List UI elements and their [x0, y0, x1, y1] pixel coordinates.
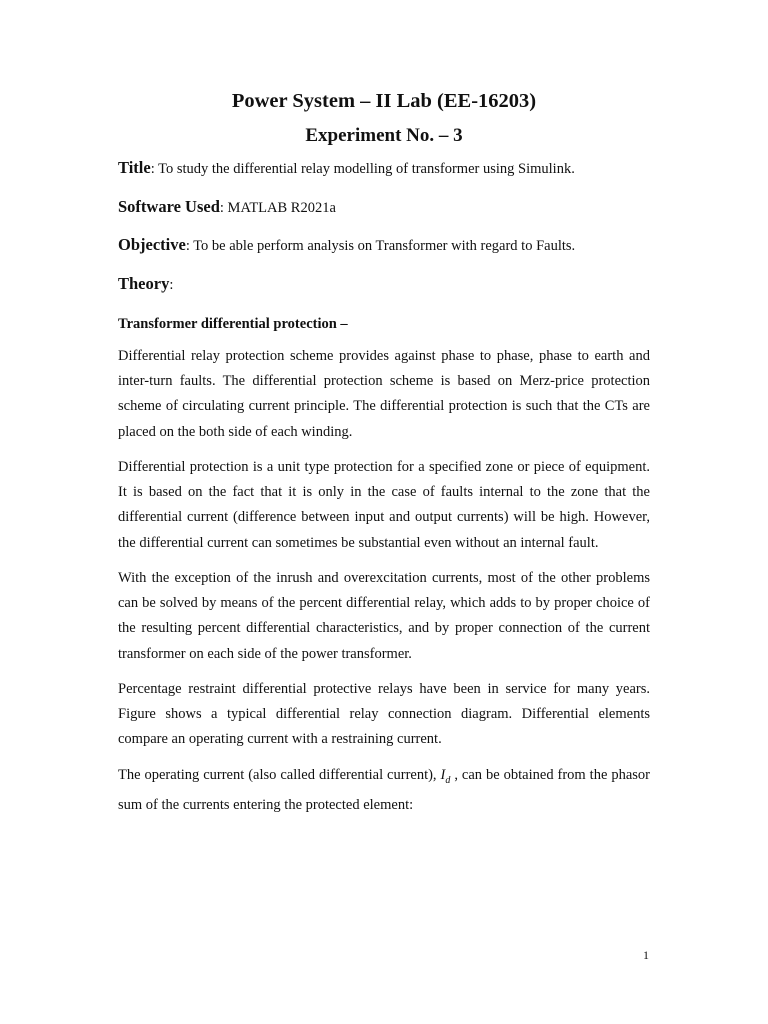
document-title: Power System – II Lab (EE-16203): [231, 90, 537, 112]
objective-value: : To be able perform analysis on Transformer with regard to Faults.: [185, 238, 576, 254]
experiment-number: Experiment No. – 3: [305, 125, 463, 146]
software-value: : MATLAB R2021a: [219, 200, 336, 216]
title-field: [118, 157, 650, 180]
software-label: Software Used: [118, 197, 220, 216]
operating-current-symbol: [440, 767, 451, 786]
paragraph-1: Differential relay protection scheme provides against phase to phase, phase to earth and inter-turn faults. The differential protection scheme is based on Merz-price protection scheme of circulating current principle. The differential protection is such that the CTs are placed on the both side of each winding.: [118, 348, 650, 440]
paragraph-5-text-before: The operating current (also called differential current),: [118, 767, 441, 783]
page-number: 1: [643, 948, 649, 962]
paragraph-2: Differential protection is a unit type protection for a specified zone or piece of equipment. It is based on the fact that it is only in the case of faults internal to the zone that the differential current (difference between input and output currents) will be high. However, the differential current can sometimes be substantial even without an internal fault.: [118, 459, 650, 551]
objective-label: Objective: [118, 235, 186, 254]
section-heading: Transformer differential protection –: [118, 316, 348, 332]
paragraph-5-text-after: , can be obtained from the phasor sum of the currents entering the protected element:: [118, 767, 650, 814]
software-field: [118, 196, 650, 219]
theory-value: :: [169, 277, 174, 293]
paragraph-4: Percentage restraint differential protective relays have been in service for many years. Figure shows a typical differential relay connection diagram. Differential elements compare an operating current with a restraining current.: [118, 681, 650, 748]
operating-current-variable: I: [440, 767, 446, 783]
title-value: : To study the differential relay modelling of transformer using Simulink.: [150, 161, 575, 177]
theory-label: Theory: [118, 274, 170, 293]
title-label: Title: [118, 158, 151, 177]
objective-field: [118, 234, 650, 257]
operating-current-subscript: d: [445, 774, 451, 786]
theory-field: [118, 273, 650, 296]
paragraph-3: With the exception of the inrush and overexcitation currents, most of the other problems can be solved by means of the percent differential relay, which adds to by proper choice of the resulting percent differential characteristics, and by proper connection of the current transformer on each side of the power transformer.: [118, 570, 650, 662]
paragraph-5: [118, 763, 650, 818]
